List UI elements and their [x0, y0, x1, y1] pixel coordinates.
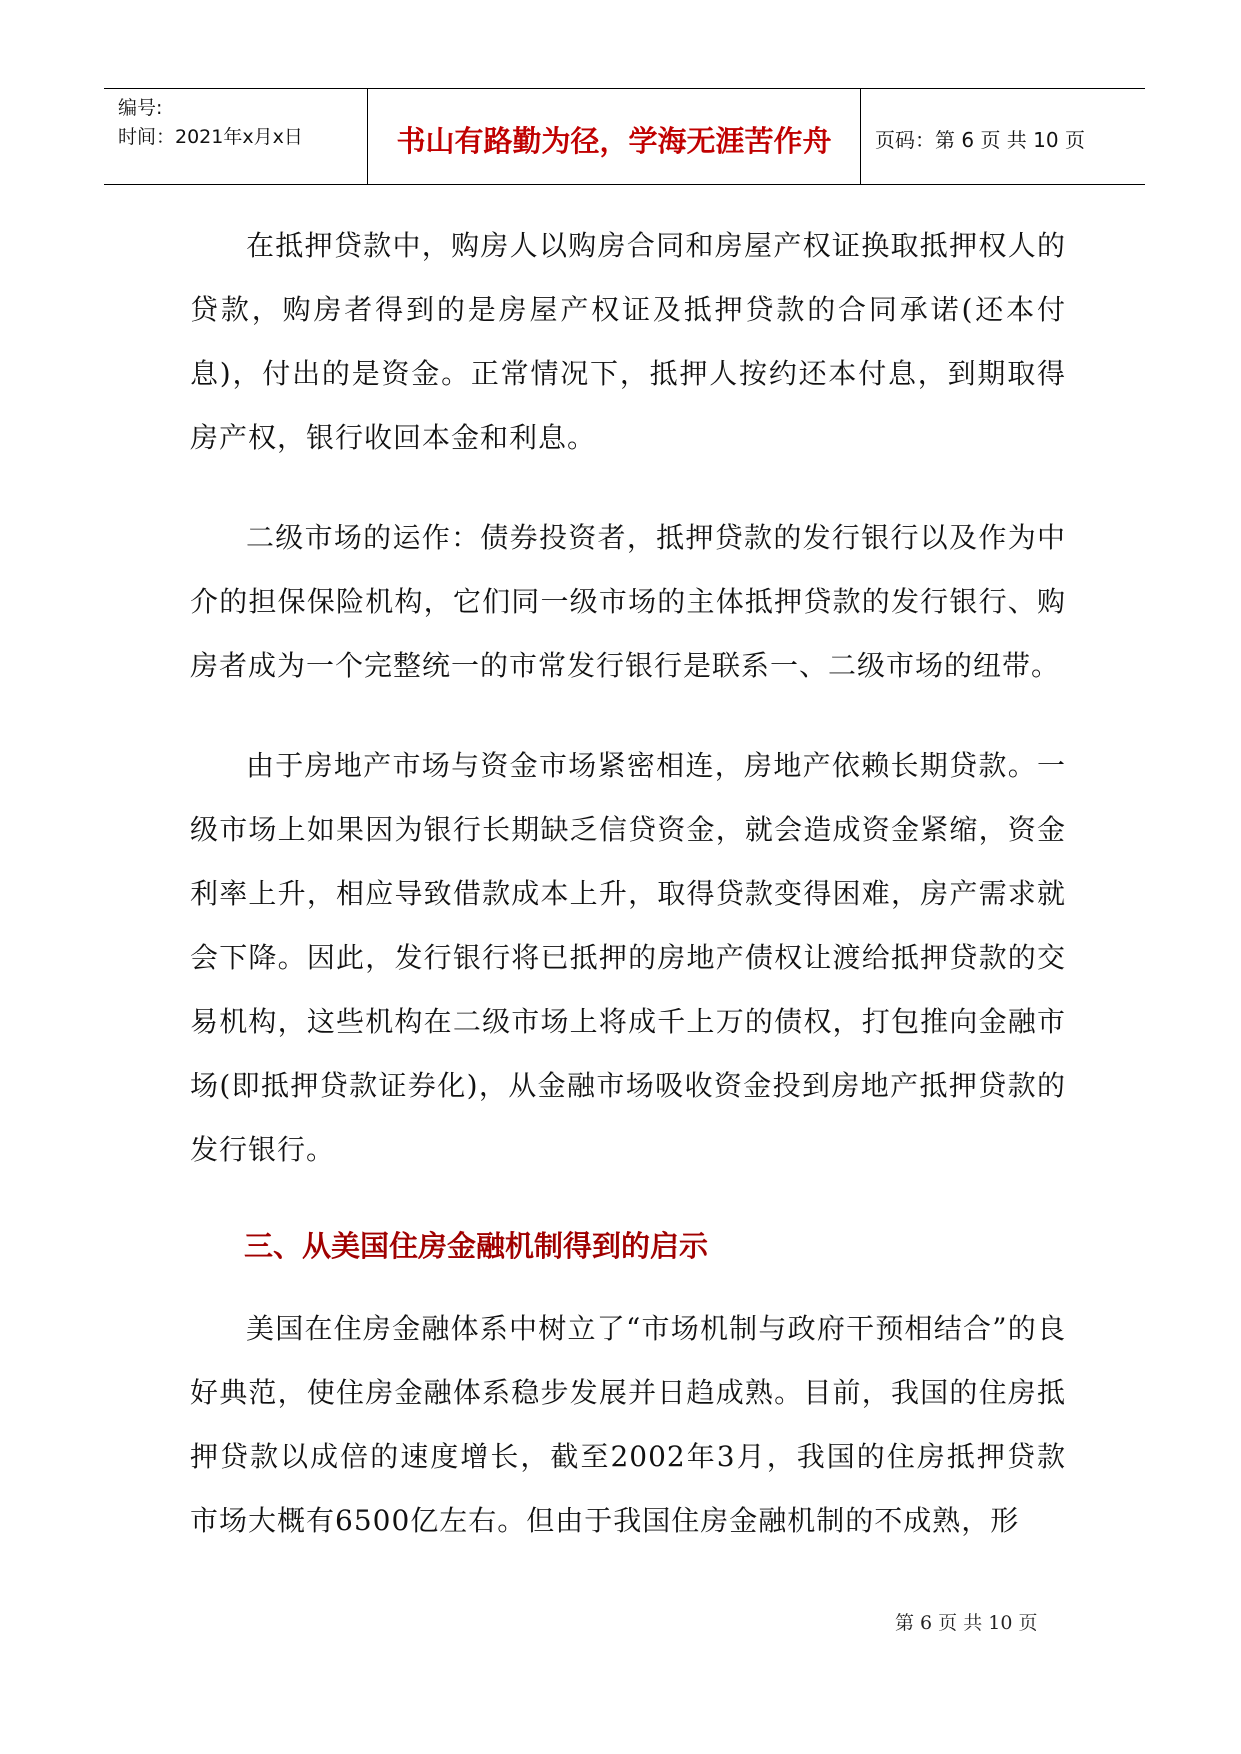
header-page-number: 页码：第 6 页 共 10 页	[875, 128, 1085, 152]
header-page-cell	[861, 89, 1145, 184]
paragraph-us-lessons: 美国在住房金融体系中树立了“市场机制与政府干预相结合”的良好典范，使住房金融体系稳步发展并日趋成熟。目前，我国的住房抵押贷款以成倍的速度增长，截至2002年3月，我国的住房抵押贷款市场大概有6500亿左右。但由于我国住房金融机制的不成熟，形	[190, 1312, 1066, 1537]
page-footer: 第 6 页 共 10 页	[895, 1612, 1038, 1634]
header-motto: 书山有路勤为径，学海无涯苦作舟	[396, 124, 832, 158]
paragraph-mortgage-loan: 在抵押贷款中，购房人以购房合同和房屋产权证换取抵押权人的贷款，购房者得到的是房屋产权证及抵押贷款的合同承诺(还本付息)，付出的是资金。正常情况下，抵押人按约还本付息，到期取得房产权，银行收回本金和利息。	[190, 229, 1066, 454]
section-heading: 三、从美国住房金融机制得到的启示	[244, 1229, 709, 1263]
page-header	[104, 88, 1145, 185]
header-motto-cell	[368, 89, 861, 184]
document-time-label: 时间：2021年x月x日	[118, 126, 303, 148]
paragraph-secondary-market: 二级市场的运作：债券投资者，抵押贷款的发行银行以及作为中介的担保保险机构，它们同一级市场的主体抵押贷款的发行银行、购房者成为一个完整统一的市常发行银行是联系一、二级市场的纽带。	[190, 521, 1066, 682]
paragraph-securitization: 由于房地产市场与资金市场紧密相连，房地产依赖长期贷款。一级市场上如果因为银行长期缺乏信贷资金，就会造成资金紧缩，资金利率上升，相应导致借款成本上升，取得贷款变得困难，房产需求就会下降。因此，发行银行将已抵押的房地产债权让渡给抵押贷款的交易机构，这些机构在二级市场上将成千上万的债权，打包推向金融市场(即抵押贷款证券化)，从金融市场吸收资金投到房地产抵押贷款的发行银行。	[190, 749, 1066, 1166]
header-meta-cell	[104, 89, 368, 184]
document-number-label: 编号:	[118, 97, 163, 119]
